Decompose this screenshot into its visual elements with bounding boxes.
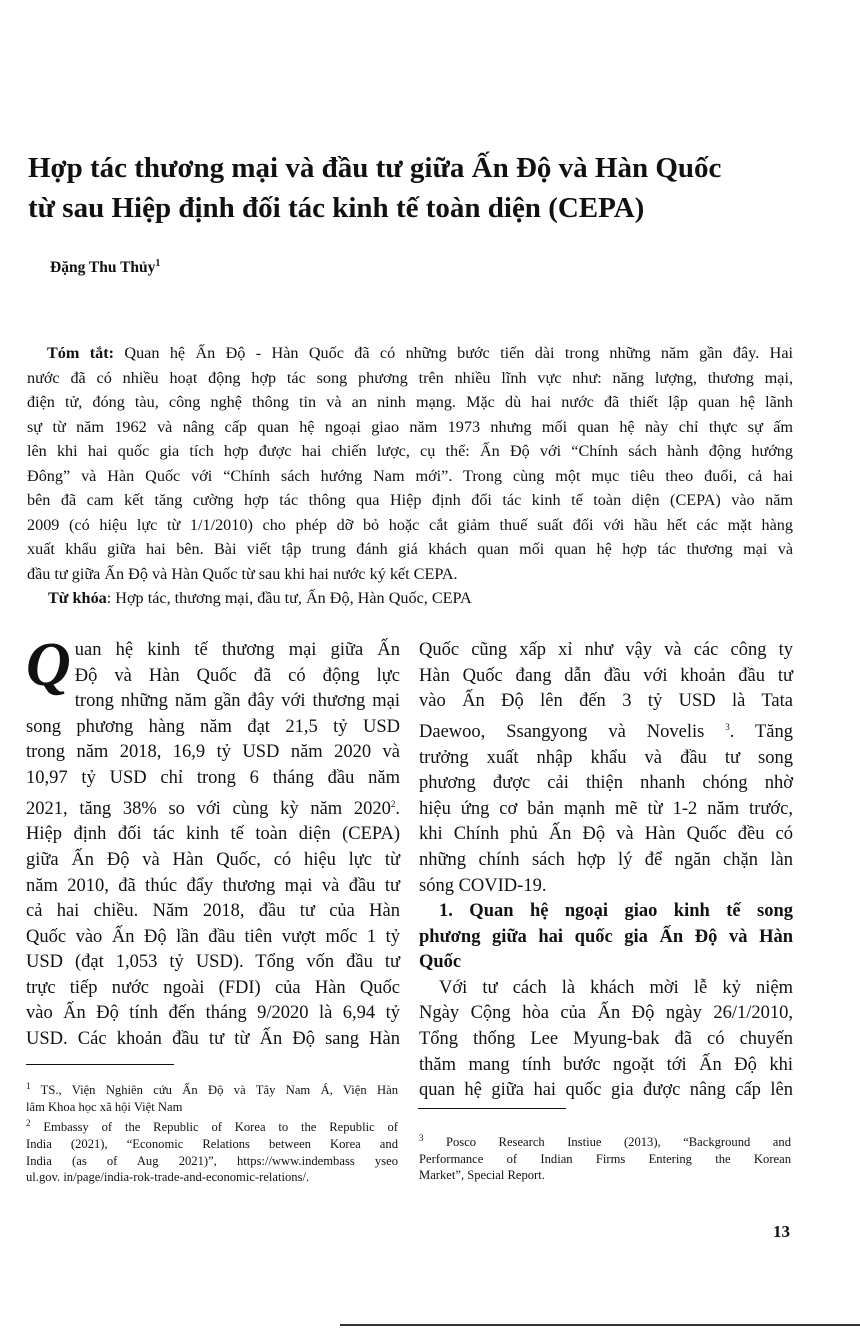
heading-line: Quốc <box>419 952 462 973</box>
abstract-line: 2009 (có hiệu lực từ 1/1/2010) cho phép dỡ bỏ hoặc cắt giảm thuế suất đối với hầu hết các mặt hàng <box>27 515 793 534</box>
footnote-text: Posco Research Instiue (2013), “Background and <box>423 1135 791 1150</box>
body-line: những chính sách hợp lý để ngăn chặn làn <box>419 849 793 870</box>
body-line: USD (đạt 1,053 tỷ USD). Tổng vốn đầu tư <box>26 952 400 973</box>
body-line: vào Ấn Độ tính đến tháng 9/2020 là 6,94 tỷ <box>26 1003 400 1024</box>
body-line: 10,97 tỷ USD chỉ trong 6 tháng đầu năm <box>26 767 400 788</box>
body-line: vào Ấn Độ lên đến 3 tỷ USD là Tata <box>419 691 793 712</box>
footnote-text: Embassy of the Republic of Korea to the Republic of <box>30 1120 398 1135</box>
body-line: hiệu ứng cơ bản mạnh mẽ từ 1-2 năm trước, <box>419 798 793 819</box>
page-number: 13 <box>773 1222 790 1241</box>
abstract <box>27 341 793 586</box>
section-heading <box>419 899 793 976</box>
body-line: Quốc vào Ấn Độ lần đầu tiên vượt mốc 1 tỷ <box>26 926 400 947</box>
abstract-line: đầu tư giữa Ấn Độ và Hàn Quốc từ sau khi hai nước ký kết CEPA. <box>27 564 458 583</box>
body-line: trong năm 2018, 16,9 tỷ USD năm 2020 và <box>26 742 400 763</box>
body-line <box>419 715 793 746</box>
body-line: trưởng xuất nhập khẩu và đầu tư song <box>419 747 793 768</box>
article-title <box>28 148 828 228</box>
footnote-divider <box>26 1064 174 1065</box>
body-line: năm 2010, đã thúc đẩy thương mại và đầu tư <box>26 875 400 896</box>
body-line: song phương hàng năm đạt 21,5 tỷ USD <box>26 716 400 737</box>
abstract-text: Quan hệ Ấn Độ - Hàn Quốc đã có những bước tiến dài trong những năm gần đây. Hai <box>114 344 794 362</box>
body-line: trực tiếp nước ngoài (FDI) của Hàn Quốc <box>26 977 400 998</box>
abstract-line <box>27 341 793 366</box>
footnote-number: 1 <box>26 1081 31 1091</box>
body-line: quan hệ giữa hai quốc gia được nâng cấp lên <box>419 1080 793 1101</box>
body-line: USD. Các khoản đầu tư từ Ấn Độ sang Hàn <box>26 1029 400 1050</box>
abstract-line: xuất khẩu giữa hai bên. Bài viết tập trung đánh giá khách quan mối quan hệ hợp tác thương mại và <box>27 540 793 558</box>
abstract-line: điện tử, đóng tàu, công nghệ thông tin và an ninh mạng. Mặc dù hai nước đã thiết lập quan hệ lãnh <box>27 393 793 411</box>
keywords <box>48 589 472 608</box>
body-line: Với tư cách là khách mời lễ kỷ niệm <box>439 977 793 998</box>
footnote-ref: 1 <box>155 258 161 269</box>
title-line: từ sau Hiệp định đối tác kinh tế toàn diện (CEPA) <box>28 192 645 224</box>
keywords-label: Từ khóa <box>48 589 107 607</box>
title-line: Hợp tác thương mại và đầu tư giữa Ấn Độ và Hàn Quốc <box>28 152 722 184</box>
footnotes-left <box>26 1078 398 1186</box>
body-line: trong những năm gần đây với thương mại <box>74 691 400 712</box>
author-name: Đặng Thu Thủy <box>50 259 156 277</box>
body-line: Độ và Hàn Quốc đã có động lực <box>74 665 400 686</box>
body-line: giữa Ấn Độ và Hàn Quốc, có hiệu lực từ <box>26 849 400 870</box>
footnote-line: Market”, Special Report. <box>419 1168 545 1183</box>
body-line: khi Chính phủ Ấn Độ và Hàn Quốc đều có <box>419 824 793 845</box>
body-line: Hiệp định đối tác kinh tế toàn diện (CEPA) <box>26 824 400 845</box>
footnote-ref: 2 <box>390 798 396 809</box>
keywords-text: : Hợp tác, thương mại, đầu tư, Ấn Độ, Hàn Quốc, CEPA <box>106 589 472 607</box>
body-line: Tổng thống Lee Myung-bak đã có chuyến <box>419 1029 793 1050</box>
body-text: Daewoo, Ssangyong và Novelis <box>419 721 726 742</box>
body-line: Ngày Cộng hòa của Ấn Độ ngày 26/1/2010, <box>419 1003 793 1024</box>
body-line: Hàn Quốc đang dẫn đầu với khoản đầu tư <box>419 665 793 686</box>
body-text: . Tăng <box>729 721 793 742</box>
body-line: phương được cải thiện nhanh chóng nhờ <box>419 773 793 794</box>
abstract-line: lên khi hai quốc gia tích hợp được hai chiến lược, cụ thể: Ấn Độ với “Chính sách hành động hướng <box>27 442 793 460</box>
body-line: Quốc cũng xấp xỉ như vậy và các công ty <box>419 640 793 660</box>
abstract-label: Tóm tắt: <box>47 344 115 362</box>
body-line: thăm mang tính bước ngoặt tới Ấn Độ khi <box>419 1054 793 1075</box>
footnote-line <box>26 1078 398 1099</box>
footnote-ref: 3 <box>725 721 730 732</box>
footnote-number: 2 <box>26 1118 31 1129</box>
footnote-line: ul.gov. in/page/india-rok-trade-and-economic-relations/. <box>26 1170 310 1185</box>
heading-line: 1. Quan hệ ngoại giao kinh tế song <box>439 901 793 922</box>
heading-line: phương giữa hai quốc gia Ấn Độ và Hàn <box>419 926 793 947</box>
left-column <box>26 631 400 1053</box>
body-line: sóng COVID-19. <box>419 875 547 896</box>
abstract-line: bên đã cam kết tăng cường hợp tác thông qua Hiệp định đối tác kinh tế toàn diện (CEPA) vào năm <box>27 491 793 509</box>
footnote-number: 3 <box>419 1133 424 1143</box>
right-column <box>419 638 793 1104</box>
abstract-line: nước đã có nhiều hoạt động hợp tác song phương trên nhiều lĩnh vực như: năng lượng, thương mại, <box>27 368 793 387</box>
footnote-line: Performance of Indian Firms Entering the Korean <box>419 1151 791 1166</box>
scan-edge-line <box>340 1324 860 1326</box>
footnote-line <box>419 1130 791 1151</box>
footnote-divider <box>418 1108 566 1109</box>
footnote-line <box>26 1115 398 1136</box>
author <box>50 258 160 277</box>
drop-cap: Q <box>26 631 71 699</box>
body-line: cả hai chiều. Năm 2018, đầu tư của Hàn <box>26 901 400 922</box>
body-line: 2021, tăng 38% so với cùng kỳ năm 2020$^2$. <box>26 798 400 819</box>
footnotes-right <box>419 1130 791 1184</box>
body-line: uan hệ kinh tế thương mại giữa Ấn <box>74 640 400 660</box>
body-text: 2021, tăng 38% so với cùng kỳ năm 2020 <box>26 798 391 819</box>
abstract-line: sự từ năm 1962 và nâng cấp quan hệ ngoại giao năm 1973 nhưng mối quan hệ này chỉ thực sự ấm <box>27 417 793 436</box>
abstract-line: Đông” và Hàn Quốc với “Chính sách hướng Nam mới”. Trong cùng một mục tiêu theo đuổi, cả hai <box>27 466 793 485</box>
footnote-line: lâm Khoa học xã hội Việt Nam <box>26 1099 183 1114</box>
footnote-line: India (as of Aug 2021)”, https://www.indembass yseo <box>26 1153 398 1168</box>
footnote-text: TS., Viện Nghiên cứu Ấn Độ và Tây Nam Á, Viện Hàn <box>30 1083 398 1098</box>
footnote-line: India (2021), “Economic Relations between Korea and <box>26 1137 398 1152</box>
